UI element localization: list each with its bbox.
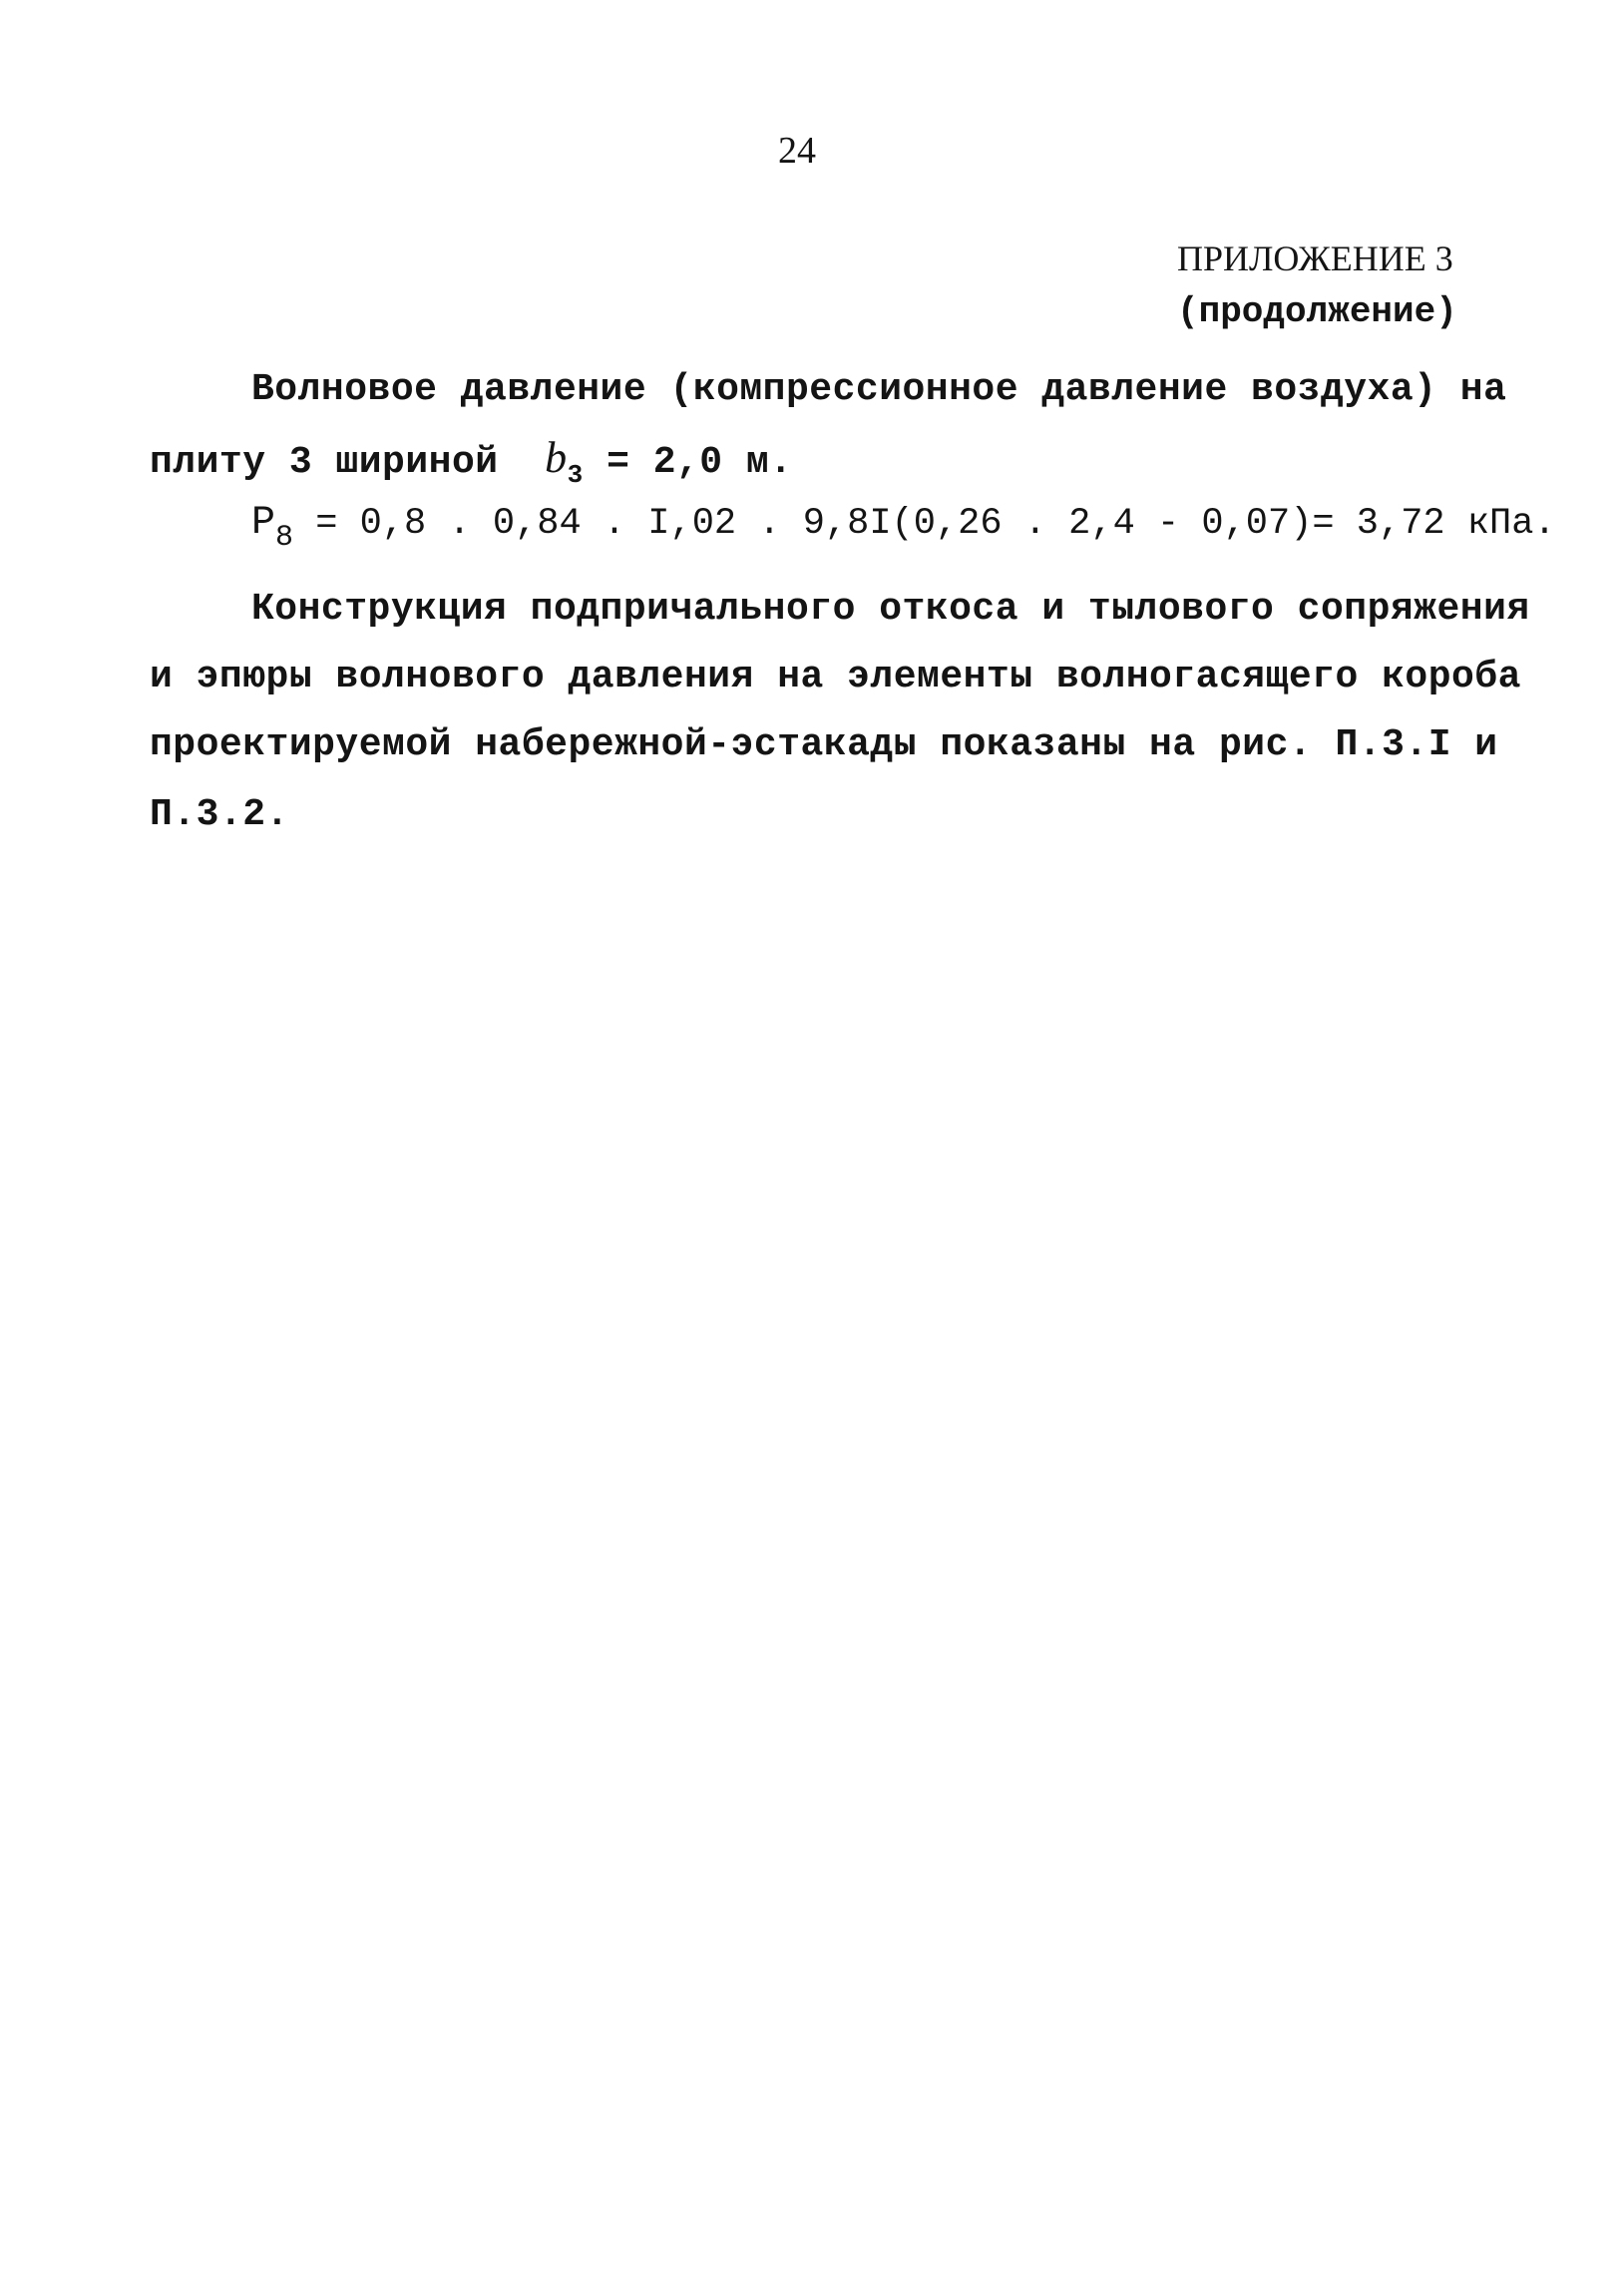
paragraph1-line2-prefix: плиту 3 шириной [150,441,546,484]
paragraph1-line1: Волновое давление (компрессионное давление воздуха) на [251,368,1507,411]
width-symbol: b [545,433,568,482]
formula-symbol: P [251,501,276,546]
paragraph2-line1: Конструкция подпричального откоса и тылового сопряжения [251,588,1530,631]
formula-expression: = 0,8 . 0,84 . I,02 . 9,8I(0,26 . 2,4 - 0,07)= 3,72 кПа. [293,503,1556,545]
paragraph2-line4: П.3.2. [150,793,289,836]
pressure-formula [251,501,1556,555]
appendix-subtitle: (продолжение) [1177,291,1457,332]
appendix-title: ПРИЛОЖЕНИЕ 3 [1177,238,1453,278]
paragraph2-line2: и эпюры волнового давления на элементы волногасящего короба [150,656,1521,698]
paragraph1-line2-suffix: = 2,0 м. [583,441,793,484]
formula-symbol-subscript: 8 [275,521,294,555]
width-symbol-subscript: 3 [567,460,584,490]
paragraph1-line2 [150,435,793,488]
paragraph2-line3: проектируемой набережной-эстакады показаны на рис. П.3.I и [150,723,1498,766]
page-number: 24 [778,130,816,172]
